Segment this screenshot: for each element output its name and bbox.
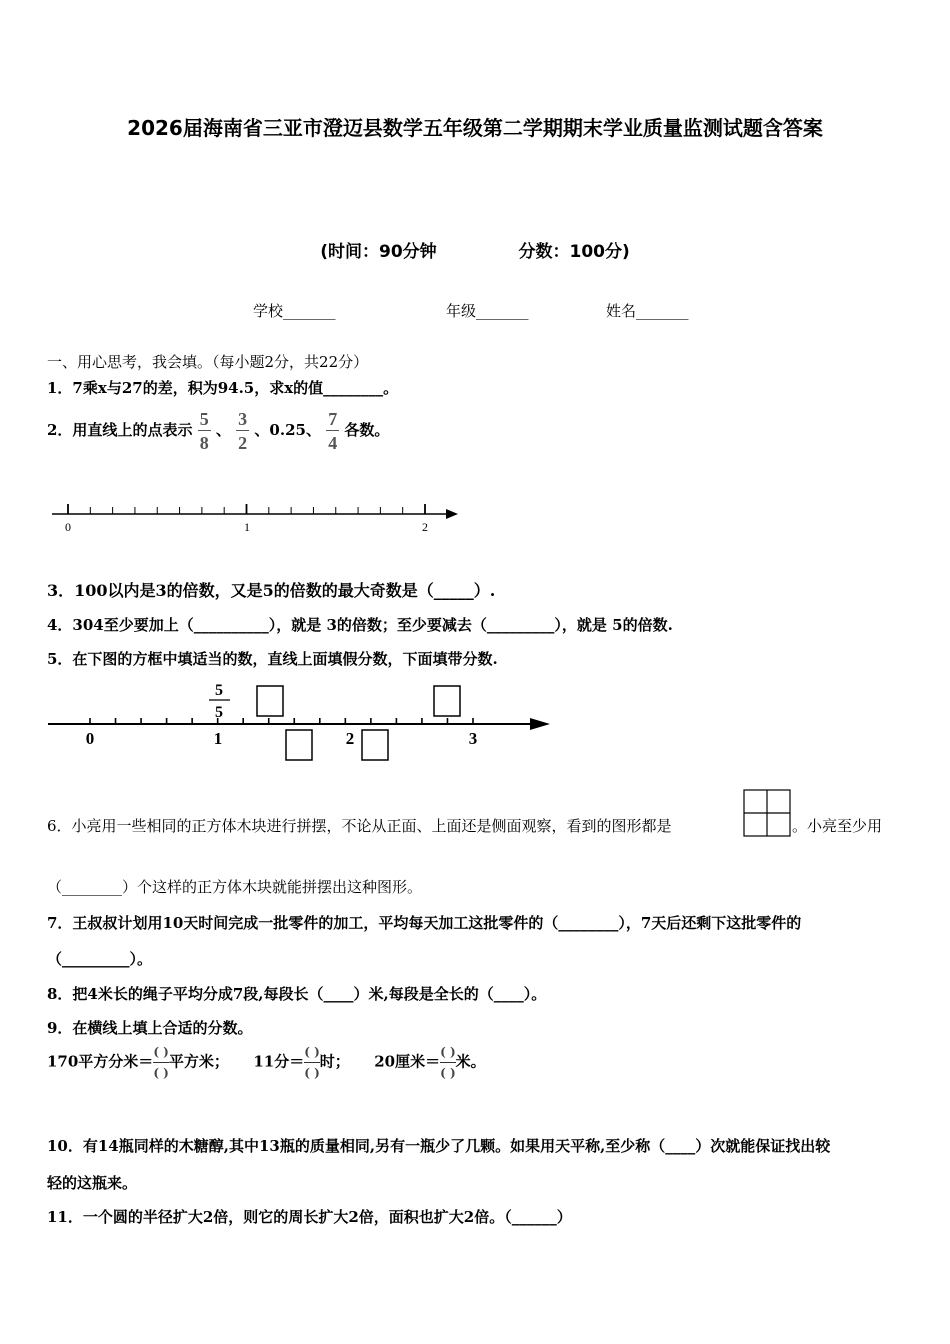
grade-field[interactable]: 年级_______ bbox=[446, 302, 529, 320]
question-2: 2．用直线上的点表示 $\frac{5}{8}$ 、 $\frac{3}{2}$ 、0.25、 $\frac{7}{4}$ 各数。 bbox=[47, 409, 390, 453]
fraction-blank[interactable]: ( ) ( ) bbox=[153, 1045, 169, 1080]
q5-label-0: 0 bbox=[85, 729, 95, 748]
page-title: 2026届海南省三亚市澄迈县数学五年级第二学期期末学业质量监测试题含答案 bbox=[127, 116, 823, 140]
section-heading: 一、用心思考，我会填。（每小题2分，共22分） bbox=[47, 353, 369, 371]
exam-time-score bbox=[0, 237, 950, 262]
nl-label-1: 1 bbox=[244, 520, 250, 534]
number-line-q5 bbox=[46, 676, 556, 766]
q2-prefix: 2．用直线上的点表示 bbox=[47, 421, 193, 439]
school-field[interactable]: 学校_______ bbox=[253, 302, 336, 320]
fraction-blank[interactable]: ( ) ( ) bbox=[304, 1045, 320, 1080]
answer-box[interactable] bbox=[257, 686, 283, 716]
question-4: 4．304至少要加上（__________），就是 3的倍数；至少要减去（_________），就是 5的倍数. bbox=[47, 616, 673, 634]
answer-box[interactable] bbox=[362, 730, 388, 760]
fraction-3-2: $\frac{3}{2}$ bbox=[238, 409, 248, 453]
nl-label-0: 0 bbox=[65, 520, 71, 534]
question-7-line2: （_________）。 bbox=[47, 950, 153, 968]
time-label: (时间：90分钟 bbox=[320, 242, 437, 262]
question-6-cont: 。小亮至少用 bbox=[792, 817, 883, 835]
question-10-line2: 轻的这瓶来。 bbox=[47, 1174, 138, 1192]
four-square-grid-icon bbox=[743, 789, 791, 837]
q5-label-2: 2 bbox=[345, 729, 355, 748]
q5-frac-num: 5 bbox=[215, 682, 223, 699]
question-1: 1．7乘x与27的差，积为94.5，求x的值________。 bbox=[47, 379, 399, 397]
question-5: 5．在下图的方框中填适当的数，直线上面填假分数，下面填带分数. bbox=[47, 650, 498, 668]
q5-label-1: 1 bbox=[213, 729, 223, 748]
nl-label-2: 2 bbox=[422, 520, 428, 534]
question-9: 9．在横线上填上合适的分数。 bbox=[47, 1019, 253, 1037]
question-3: 3．100以内是3的倍数，又是5的倍数的最大奇数是（_____）. bbox=[47, 581, 496, 600]
q5-label-3: 3 bbox=[468, 729, 478, 748]
name-field[interactable]: 姓名_______ bbox=[606, 302, 689, 320]
fraction-5-8: $\frac{5}{8}$ bbox=[199, 409, 209, 453]
answer-box[interactable] bbox=[286, 730, 312, 760]
answer-box[interactable] bbox=[434, 686, 460, 716]
number-line-q2 bbox=[50, 498, 470, 538]
question-9-items: 170平方分米＝ ( ) ( ) 平方米； 11分＝ ( ) ( ) 时； 20厘米＝ ( ) ( ) 米。 bbox=[47, 1045, 486, 1080]
question-6: 6．小亮用一些相同的正方体木块进行拼摆，不论从正面、上面还是侧面观察，看到的图形都是 bbox=[47, 817, 672, 835]
question-8: 8．把4米长的绳子平均分成7段,每段长（____）米,每段是全长的（____）。 bbox=[47, 985, 547, 1003]
question-11: 11．一个圆的半径扩大2倍，则它的周长扩大2倍，面积也扩大2倍。（______） bbox=[47, 1208, 572, 1226]
q5-frac-den: 5 bbox=[215, 704, 223, 721]
fraction-7-4: $\frac{7}{4}$ bbox=[328, 409, 338, 453]
fraction-blank[interactable]: ( ) ( ) bbox=[440, 1045, 456, 1080]
question-10: 10．有14瓶同样的木糖醇,其中13瓶的质量相同,另有一瓶少了几颗。如果用天平称,至少称（____）次就能保证找出较 bbox=[47, 1137, 831, 1155]
question-6-line2: （________）个这样的正方体木块就能拼摆出这种图形。 bbox=[47, 878, 423, 896]
question-7: 7．王叔叔计划用10天时间完成一批零件的加工，平均每天加工这批零件的（________），7天后还剩下这批零件的 bbox=[47, 914, 802, 932]
score-label: 分数：100分) bbox=[518, 242, 630, 262]
